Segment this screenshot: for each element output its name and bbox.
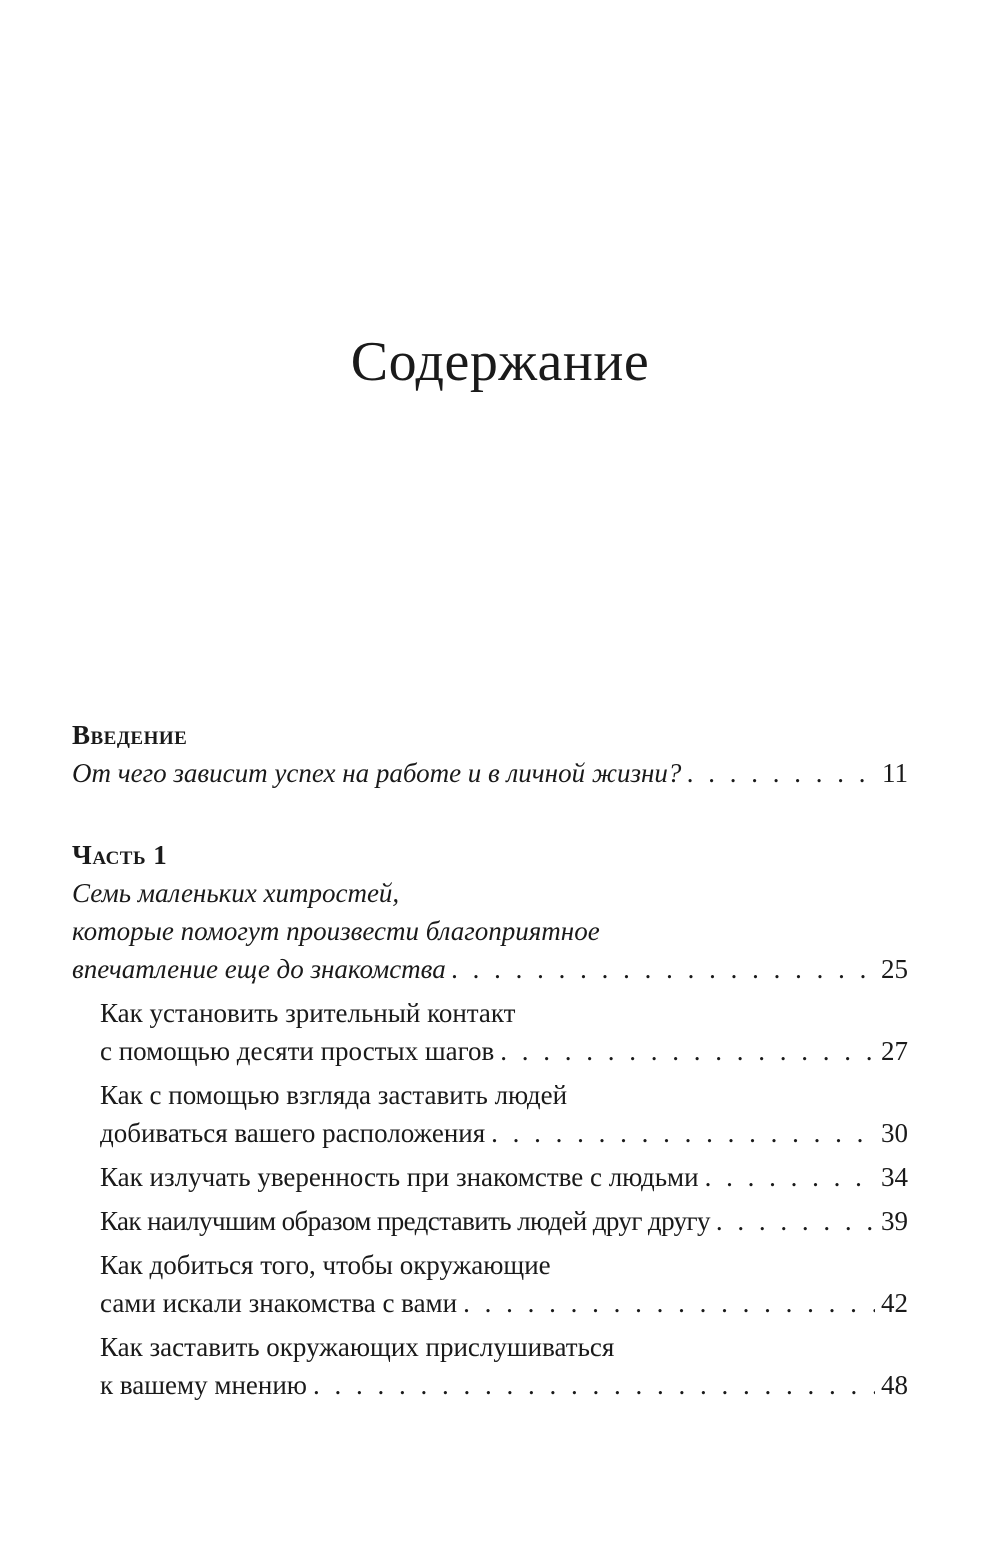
page-number: 30 xyxy=(881,1118,908,1148)
dot-leader xyxy=(705,1158,875,1196)
dot-leader xyxy=(313,1366,875,1404)
toc-entry-line: Как излучать уверенность при знакомстве с людьми xyxy=(100,1162,699,1192)
page-number: 11 xyxy=(882,758,908,788)
page-number: 48 xyxy=(881,1370,908,1400)
toc-entry-line: к вашему мнению xyxy=(100,1370,307,1400)
part1-subtitle-line: которые помогут произвести благоприятное xyxy=(72,916,600,946)
page-number: 39 xyxy=(881,1206,908,1236)
toc-entry[interactable] xyxy=(72,1328,908,1404)
toc-entry-last-line xyxy=(100,1158,908,1196)
toc-entry-part1[interactable] xyxy=(72,950,908,988)
intro-heading: Введение xyxy=(72,720,188,750)
toc-entry-line: Как с помощью взгляда заставить людей xyxy=(100,1080,568,1110)
toc-entry-line: добиваться вашего расположения xyxy=(100,1118,486,1148)
toc-entry-title: От чего зависит успех на работе и в личной жизни? xyxy=(72,758,682,788)
toc-entry[interactable] xyxy=(72,1246,908,1322)
dot-leader xyxy=(716,1202,875,1240)
dot-leader xyxy=(463,1284,875,1322)
toc-entry-last-line xyxy=(100,1114,908,1152)
page-number: 42 xyxy=(881,1288,908,1318)
toc-entry[interactable] xyxy=(72,1158,908,1196)
page-number: 34 xyxy=(881,1162,908,1192)
toc-entry[interactable] xyxy=(72,994,908,1070)
toc-entry-last-line xyxy=(100,1366,908,1404)
toc-entry-line: Как заставить окружающих прислушиваться xyxy=(100,1332,615,1362)
toc-entry-line: с помощью десяти простых шагов xyxy=(100,1036,495,1066)
dot-leader xyxy=(452,950,875,988)
dot-leader xyxy=(491,1114,875,1152)
toc-entry-intro[interactable] xyxy=(72,754,908,792)
toc-entry-line: Как наилучшим образом представить людей друг другу xyxy=(100,1206,710,1236)
toc-entry-last-line xyxy=(100,1032,908,1070)
toc-entry-line: сами искали знакомства с вами xyxy=(100,1288,458,1318)
dot-leader xyxy=(687,754,876,792)
toc-entry[interactable] xyxy=(72,1076,908,1152)
page-number: 27 xyxy=(881,1036,908,1066)
part1-subtitle-line: впечатление еще до знакомства xyxy=(72,954,446,984)
page-number: 25 xyxy=(881,954,908,984)
toc-entry-line: Как установить зрительный контакт xyxy=(100,998,516,1028)
part1-heading: Часть 1 xyxy=(72,840,168,870)
part1-subtitle-line: Семь маленьких хитростей, xyxy=(72,878,400,908)
toc-entry[interactable] xyxy=(72,1202,908,1240)
toc-entry-last-line xyxy=(100,1284,908,1322)
toc-entry-line: Как добиться того, чтобы окружающие xyxy=(100,1250,551,1280)
table-of-contents xyxy=(72,716,908,1410)
toc-entry-last-line xyxy=(100,1202,908,1240)
page-title: Содержание xyxy=(350,331,650,393)
dot-leader xyxy=(500,1032,875,1070)
